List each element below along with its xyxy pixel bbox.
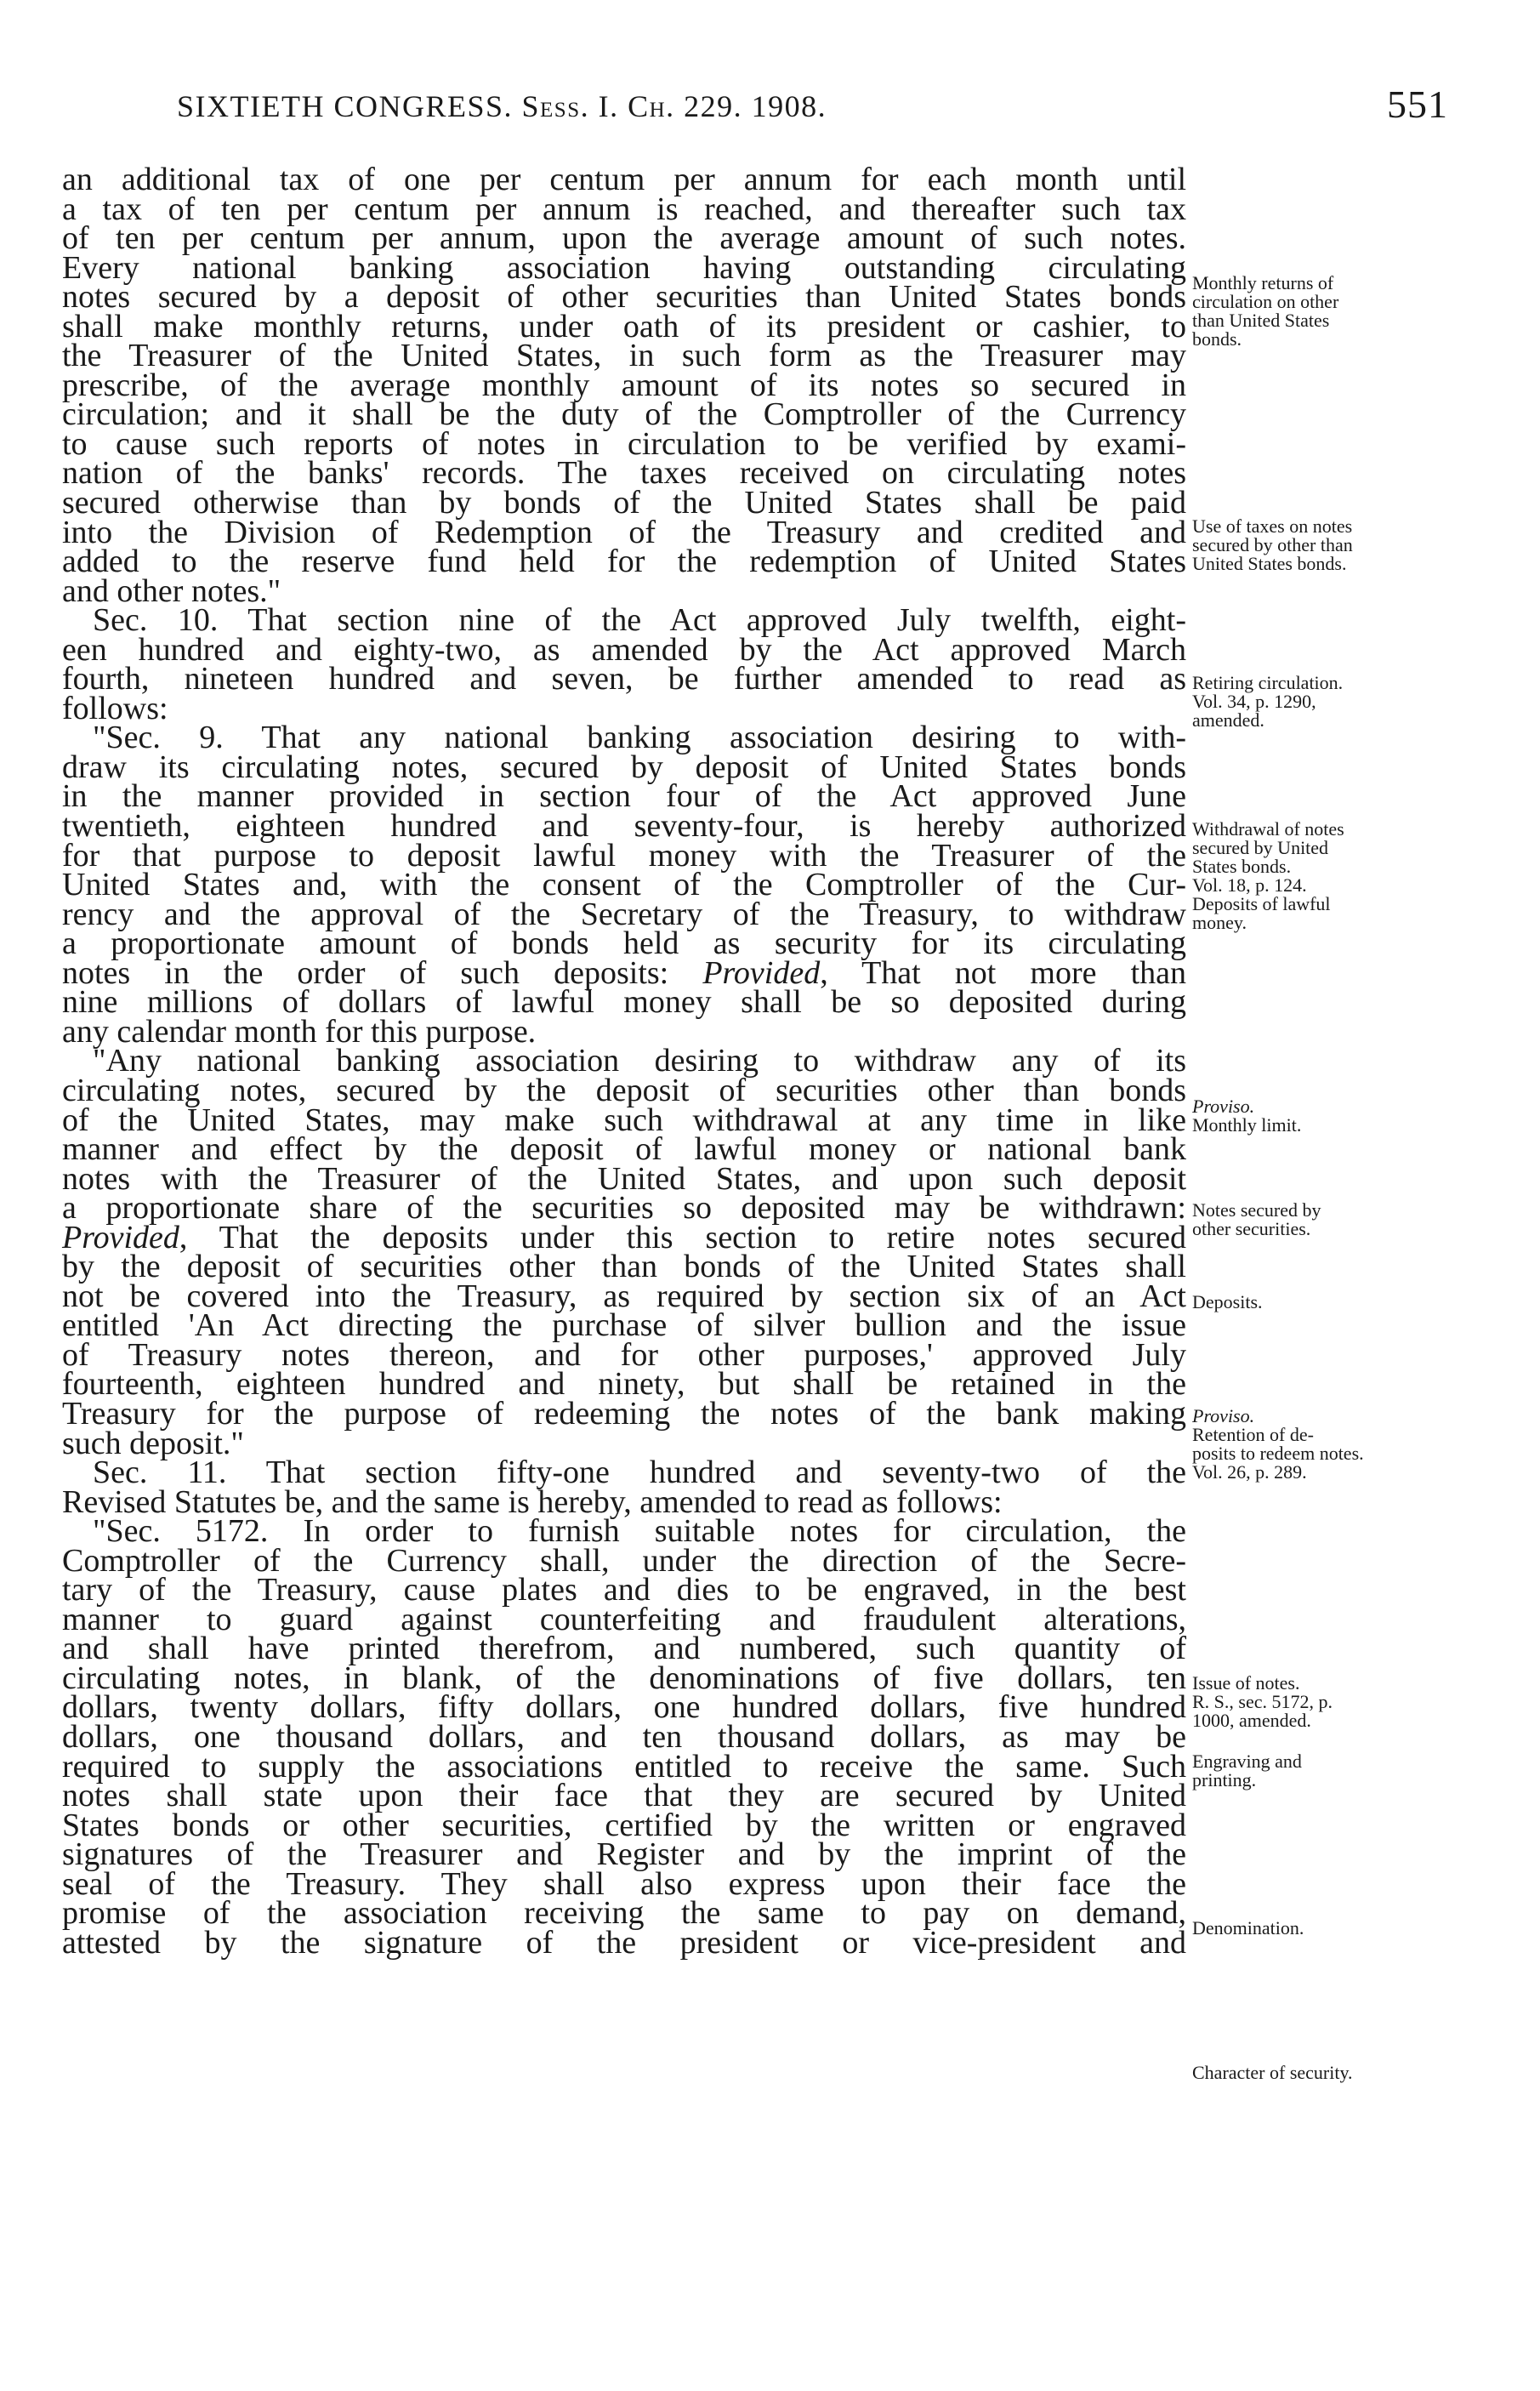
body-line: not be covered into the Treasury, as required by section six of an Act bbox=[62, 1278, 1186, 1314]
body-line: "Any national banking association desiring to withdraw any of its bbox=[93, 1043, 1186, 1079]
body-line: notes shall state upon their face that they are secured by United bbox=[62, 1778, 1186, 1814]
body-line: secured otherwise than by bonds of the United States shall be paid bbox=[62, 485, 1186, 521]
margin-note-retiring-circulation: Retiring circulation. Vol. 34, p. 1290, amended. bbox=[1192, 672, 1344, 731]
body-line: shall make monthly returns, under oath of its president or cashier, to bbox=[62, 308, 1186, 344]
body-line: a proportionate amount of bonds held as security for its circulating bbox=[62, 925, 1186, 962]
body-line: een hundred and eighty-two, as amended by the Act approved March bbox=[62, 631, 1186, 668]
page-number: 551 bbox=[1387, 83, 1448, 126]
body-line: draw its circulating notes, secured by deposit of United States bonds bbox=[62, 749, 1186, 785]
body-line: nation of the banks' records. The taxes received on circulating notes bbox=[62, 455, 1186, 492]
body-line: States bonds or other securities, certified by the written or engraved bbox=[62, 1807, 1186, 1843]
proviso-word: Provided bbox=[62, 1219, 179, 1255]
body-line: for that purpose to deposit lawful money with the Treasurer of the bbox=[62, 837, 1186, 874]
margin-note-denomination: Denomination. bbox=[1192, 1917, 1304, 1938]
body-line: into the Division of Redemption of the Treasury and credited and bbox=[62, 514, 1186, 550]
body-line: required to supply the associations entitled to receive the same. Such bbox=[62, 1748, 1186, 1785]
margin-note-notes-secured: Notes secured by other securities. bbox=[1192, 1199, 1321, 1239]
body-line: Sec. 11. That section fifty-one hundred and seventy-two of the bbox=[93, 1455, 1186, 1491]
body-line: signatures of the Treasurer and Register and by the imprint of the bbox=[62, 1836, 1186, 1873]
body-line: nine millions of dollars of lawful money shall be so deposited during bbox=[62, 984, 1186, 1021]
body-line: "Sec. 5172. In order to furnish suitable notes for circulation, the bbox=[93, 1513, 1186, 1550]
body-line: in the manner provided in section four of the Act approved June bbox=[62, 778, 1186, 815]
margin-note-monthly-returns: Monthly returns of circulation on other than United States bonds. bbox=[1192, 272, 1339, 350]
body-line: Treasury for the purpose of redeeming the notes of the bank making bbox=[62, 1395, 1186, 1432]
body-line: to cause such reports of notes in circulation to be verified by exami- bbox=[62, 425, 1186, 462]
body-line: Every national banking association having outstanding circulating bbox=[62, 249, 1186, 286]
body-line: Revised Statutes be, and the same is hereby, amended to read as follows: bbox=[62, 1483, 1003, 1520]
body-line: fourteenth, eighteen hundred and ninety, but shall be retained in the bbox=[62, 1366, 1186, 1403]
proviso-word: Provided bbox=[702, 954, 821, 991]
body-line: circulating notes, secured by the deposit of securities other than bonds bbox=[62, 1072, 1186, 1108]
body-line: by the deposit of securities other than bonds of the United States shall bbox=[62, 1249, 1186, 1285]
body-line: Provided, That the deposits under this section to retire notes secured bbox=[62, 1219, 1186, 1255]
running-header bbox=[62, 83, 1448, 139]
body-line: manner to guard against counterfeiting and fraudulent alterations, bbox=[62, 1601, 1186, 1637]
body-line: fourth, nineteen hundred and seven, be further amended to read as bbox=[62, 661, 1186, 697]
body-line: prescribe, of the average monthly amount of its notes so secured in bbox=[62, 367, 1186, 403]
body-line: "Sec. 9. That any national banking association desiring to with- bbox=[93, 720, 1186, 756]
body-line: attested by the signature of the president or vice-president and bbox=[62, 1924, 1186, 1961]
body-line: of Treasury notes thereon, and for other purposes,' approved July bbox=[62, 1336, 1186, 1373]
margin-note-deposits: Deposits. bbox=[1192, 1291, 1263, 1312]
body-line: a tax of ten per centum per annum is reached, and thereafter such tax bbox=[62, 191, 1186, 227]
margin-note-character-of-security: Character of security. bbox=[1192, 2062, 1353, 2083]
margin-note-proviso-monthly-limit: Proviso. Monthly limit. bbox=[1192, 1096, 1302, 1136]
running-head-title: SIXTIETH CONGRESS. Sess. I. Ch. 229. 1908. bbox=[177, 89, 827, 123]
margin-note-issue-of-notes: Issue of notes. R. S., sec. 5172, p. 1000, amended. bbox=[1192, 1672, 1333, 1731]
body-line: of the United States, may make such withdrawal at any time in like bbox=[62, 1102, 1186, 1138]
body-line: United States and, with the consent of the Comptroller of the Cur- bbox=[62, 867, 1186, 903]
body-line: rency and the approval of the Secretary of the Treasury, to withdraw bbox=[62, 896, 1186, 932]
body-line: promise of the association receiving the same to pay on demand, bbox=[62, 1895, 1186, 1932]
body-line: the Treasurer of the United States, in such form as the Treasurer may bbox=[62, 338, 1186, 374]
body-line: notes with the Treasurer of the United States, and upon such deposit bbox=[62, 1160, 1186, 1197]
body-line: notes in the order of such deposits: Provided, That not more than bbox=[62, 954, 1187, 991]
body-line: a proportionate share of the securities so deposited may be withdrawn: bbox=[62, 1190, 1186, 1227]
body-line: circulation; and it shall be the duty of the Comptroller of the Currency bbox=[62, 396, 1186, 433]
body-line: Sec. 10. That section nine of the Act approved July twelfth, eight- bbox=[93, 602, 1186, 639]
body-line: entitled 'An Act directing the purchase of silver bullion and the issue bbox=[62, 1307, 1186, 1344]
body-line: of ten per centum per annum, upon the average amount of such notes. bbox=[62, 220, 1186, 257]
body-line: notes secured by a deposit of other securities than United States bonds bbox=[62, 279, 1186, 316]
body-line: twentieth, eighteen hundred and seventy-four, is hereby authorized bbox=[62, 808, 1186, 845]
body-line: and other notes." bbox=[62, 572, 281, 609]
body-line: dollars, twenty dollars, fifty dollars, one hundred dollars, five hundred bbox=[62, 1689, 1186, 1726]
margin-note-proviso-retention: Proviso. Retention of de- posits to redeem notes. Vol. 26, p. 289. bbox=[1192, 1405, 1364, 1483]
margin-note-engraving: Engraving and printing. bbox=[1192, 1751, 1302, 1790]
body-line: added to the reserve fund held for the redemption of United States bbox=[62, 544, 1186, 580]
body-line: any calendar month for this purpose. bbox=[62, 1013, 537, 1050]
body-line: manner and effect by the deposit of lawful money or national bank bbox=[62, 1131, 1186, 1168]
body-line: circulating notes, in blank, of the denominations of five dollars, ten bbox=[62, 1659, 1186, 1696]
margin-note-withdrawal-of-notes: Withdrawal of notes secured by United States bonds. Vol. 18, p. 124. Deposits of lawful money. bbox=[1192, 818, 1344, 933]
body-line: an additional tax of one per centum per annum for each month until bbox=[62, 162, 1186, 197]
body-line: dollars, one thousand dollars, and ten thousand dollars, as may be bbox=[62, 1718, 1186, 1755]
body-line: such deposit." bbox=[62, 1425, 244, 1461]
statute-body-text bbox=[62, 162, 1187, 1961]
body-line: tary of the Treasury, cause plates and dies to be engraved, in the best bbox=[62, 1572, 1186, 1608]
body-line: follows: bbox=[62, 690, 168, 726]
body-line: seal of the Treasury. They shall also express upon their face the bbox=[62, 1865, 1186, 1902]
body-line: and shall have printed therefrom, and numbered, such quantity of bbox=[62, 1631, 1186, 1667]
margin-note-use-of-taxes: Use of taxes on notes secured by other than United States bonds. bbox=[1192, 515, 1353, 574]
body-line: Comptroller of the Currency shall, under the direction of the Secre- bbox=[62, 1542, 1186, 1579]
